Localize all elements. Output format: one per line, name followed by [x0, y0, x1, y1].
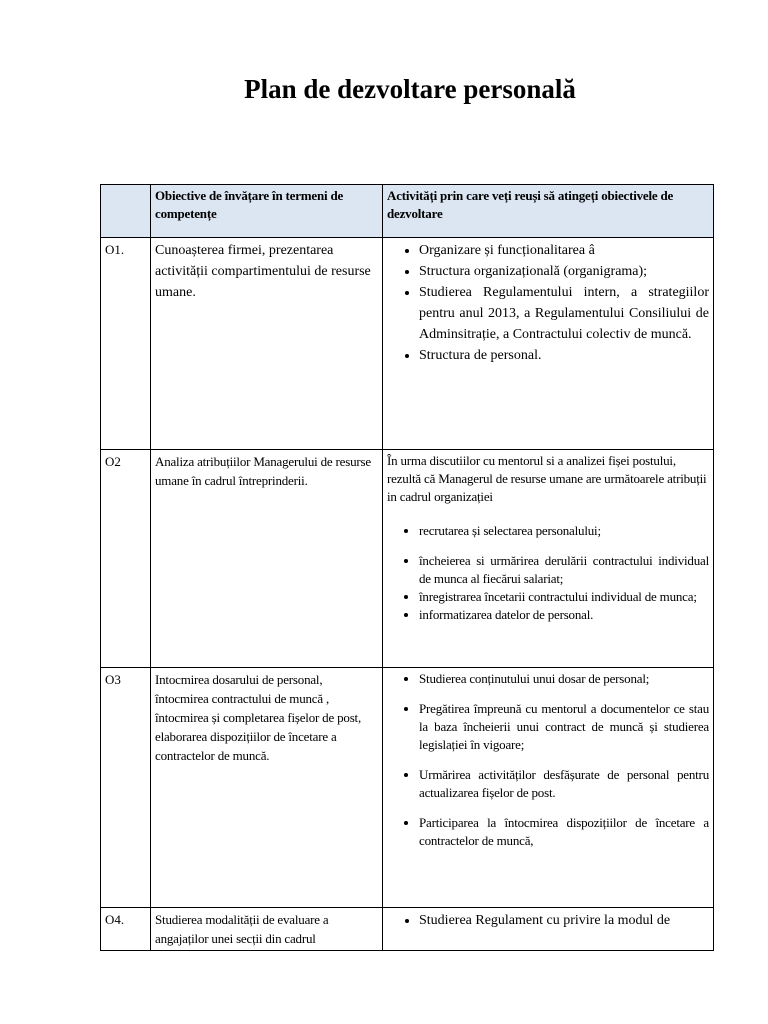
list-item: • informatizarea datelor de personal.: [419, 606, 709, 624]
activities-intro: În urma discutiilor cu mentorul si a analizei fișei postului, rezultă că Managerul de resurse umane are următoarele atribuții in cadrul organizației: [387, 453, 707, 504]
row-activities: [383, 668, 714, 908]
activities-list: [387, 240, 709, 366]
list-item: • Studierea Regulament cu privire la modul de: [419, 910, 709, 931]
list-item: • Structura organizațională (organigrama);: [419, 261, 709, 282]
list-item: • Urmărirea activităților desfășurate de personal pentru actualizarea fișelor de post.: [419, 766, 709, 802]
row-activities: [383, 238, 714, 450]
objective-text: Analiza atribuțiilor Managerului de resurse umane în cadrul întreprinderii.: [155, 454, 371, 488]
row-code: O4.: [101, 908, 151, 951]
row-objective: [151, 908, 383, 951]
row-objective: [151, 668, 383, 908]
table-row: [101, 450, 714, 668]
objective-text: Intocmirea dosarului de personal, întocmirea contractului de muncă , întocmirea și completarea fișelor de post, elaborarea dispozițiilor de încetare a contractelor de muncă.: [155, 672, 362, 763]
row-activities: [383, 450, 714, 668]
table-header-row: [101, 185, 714, 238]
activities-list: [387, 670, 709, 850]
header-code-cell: [101, 185, 151, 238]
header-activities: Activități prin care veți reuși să atingeți obiectivele de dezvoltare: [383, 185, 714, 238]
table-row: [101, 238, 714, 450]
list-item: • recrutarea și selectarea personalului;: [419, 522, 709, 540]
table-row: [101, 908, 714, 951]
row-objective: [151, 450, 383, 668]
list-item: • înregistrarea încetarii contractului individual de munca;: [419, 588, 709, 606]
table-row: [101, 668, 714, 908]
activities-list: [387, 910, 709, 931]
header-objectives: Obiective de învățare în termeni de competențe: [151, 185, 383, 238]
row-code: O1.: [101, 238, 151, 450]
row-objective: [151, 238, 383, 450]
page-title: Plan de dezvoltare personală: [244, 74, 576, 104]
development-plan-table: [100, 184, 714, 951]
row-code: O3: [101, 668, 151, 908]
list-item: • Pregătirea împreună cu mentorul a documentelor ce stau la baza încheierii unui contract de muncă și studierea legislației în vigoare;: [419, 700, 709, 754]
objective-text: Studierea modalității de evaluare a angajaților unei secții din cadrul: [155, 912, 329, 946]
row-code: O2: [101, 450, 151, 668]
list-item: • Structura de personal.: [419, 345, 709, 366]
list-item: • Studierea conținutului unui dosar de personal;: [419, 670, 709, 688]
activities-list: [387, 522, 709, 624]
row-activities: [383, 908, 714, 951]
list-item: • Participarea la întocmirea dispozițiilor de încetare a contractelor de muncă,: [419, 814, 709, 850]
list-item: • Studierea Regulamentului intern, a strategiilor pentru anul 2013, a Regulamentului Consiliului de Adminsitrație, a Contractului colectiv de muncă.: [419, 282, 709, 345]
objective-text: Cunoașterea firmei, prezentarea activității compartimentului de resurse umane.: [155, 243, 371, 300]
list-item: • Organizare și funcționalitarea â: [419, 240, 709, 261]
list-item: • încheierea si urmărirea derulării contractului individual de munca al fiecărui salariat;: [419, 552, 709, 588]
